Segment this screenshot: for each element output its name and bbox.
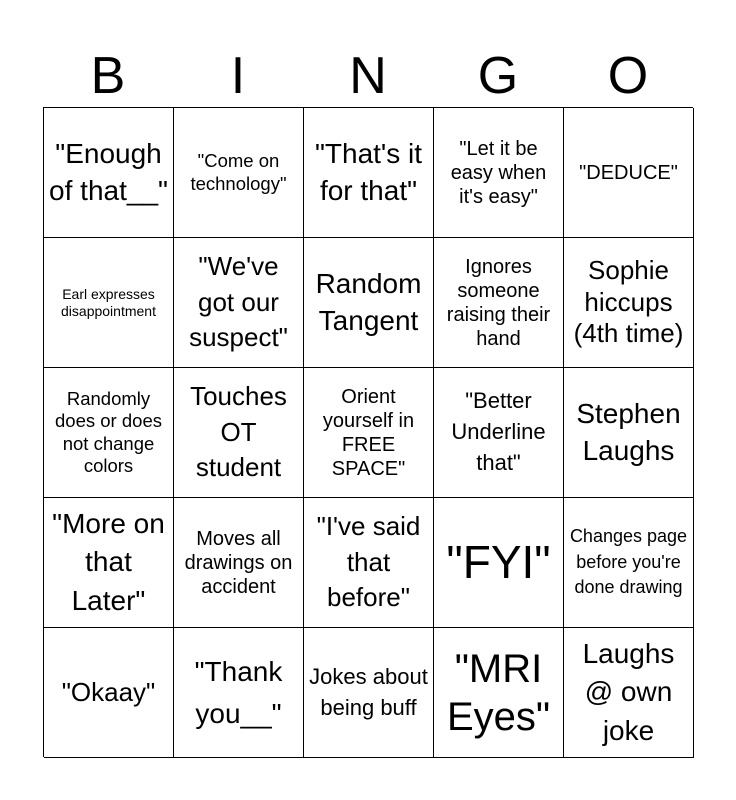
bingo-header: [43, 46, 693, 106]
cell-text: "MRI Eyes": [446, 646, 551, 739]
bingo-cell[interactable]: [304, 368, 434, 498]
bingo-cell[interactable]: [174, 628, 304, 758]
cell-text: "We've got our suspect": [189, 250, 288, 353]
bingo-cell[interactable]: [304, 498, 434, 628]
bingo-cell[interactable]: [434, 238, 564, 368]
bingo-grid: [43, 107, 693, 757]
bingo-cell[interactable]: [44, 108, 174, 238]
cell-text: Earl expresses disappointment: [61, 285, 156, 319]
cell-text: "Okaay": [61, 676, 156, 707]
cell-text: Random Tangent: [315, 268, 422, 336]
cell-text: Jokes about being buff: [309, 664, 428, 720]
bingo-cell[interactable]: [304, 238, 434, 368]
header-letter-n: N: [349, 47, 387, 105]
bingo-cell[interactable]: [44, 498, 174, 628]
cell-text: "More on that Later": [52, 507, 165, 616]
cell-text: "Come on technology": [190, 150, 287, 194]
cell-text: "Enough of that__": [49, 138, 168, 206]
bingo-cell[interactable]: [434, 628, 564, 758]
cell-text: Orient yourself in FREE SPACE": [322, 385, 415, 480]
cell-text: "Let it be easy when it's easy": [450, 137, 547, 208]
cell-text: "Thank you__": [194, 655, 283, 729]
cell-text: "Better Underline that": [451, 388, 546, 475]
bingo-cell[interactable]: [44, 628, 174, 758]
bingo-cell[interactable]: [564, 238, 694, 368]
header-letter-g: G: [477, 47, 519, 105]
cell-text: Laughs @ own joke: [582, 637, 675, 746]
cell-text: Touches OT student: [190, 380, 287, 483]
bingo-cell[interactable]: [434, 368, 564, 498]
bingo-cell[interactable]: [44, 368, 174, 498]
bingo-cell[interactable]: [434, 108, 564, 238]
cell-text: "That's it for that": [314, 138, 423, 206]
bingo-cell[interactable]: [564, 498, 694, 628]
cell-text: Moves all drawings on accident: [184, 527, 293, 598]
cell-text: Sophie hiccups (4th time): [573, 254, 684, 349]
bingo-cell[interactable]: [564, 108, 694, 238]
bingo-cell[interactable]: [174, 498, 304, 628]
bingo-cell[interactable]: [174, 108, 304, 238]
cell-text: Randomly does or does not change colors: [55, 388, 162, 476]
header-letter-b: B: [90, 47, 126, 105]
cell-text: Stephen Laughs: [576, 398, 681, 466]
bingo-cell[interactable]: [564, 628, 694, 758]
header-letter-i: I: [230, 47, 246, 105]
bingo-cell[interactable]: [434, 498, 564, 628]
cell-text: Ignores someone raising their hand: [446, 255, 551, 350]
bingo-cell[interactable]: [174, 368, 304, 498]
bingo-cell[interactable]: [174, 238, 304, 368]
cell-text: "I've said that before": [316, 510, 421, 613]
bingo-cell[interactable]: [44, 238, 174, 368]
cell-text: "DEDUCE": [579, 161, 678, 184]
bingo-cell[interactable]: [304, 108, 434, 238]
bingo-cell[interactable]: [564, 368, 694, 498]
header-letter-o: O: [607, 47, 649, 105]
cell-text: "FYI": [446, 536, 551, 589]
cell-text: Changes page before you're done drawing: [569, 526, 688, 598]
bingo-cell[interactable]: [304, 628, 434, 758]
